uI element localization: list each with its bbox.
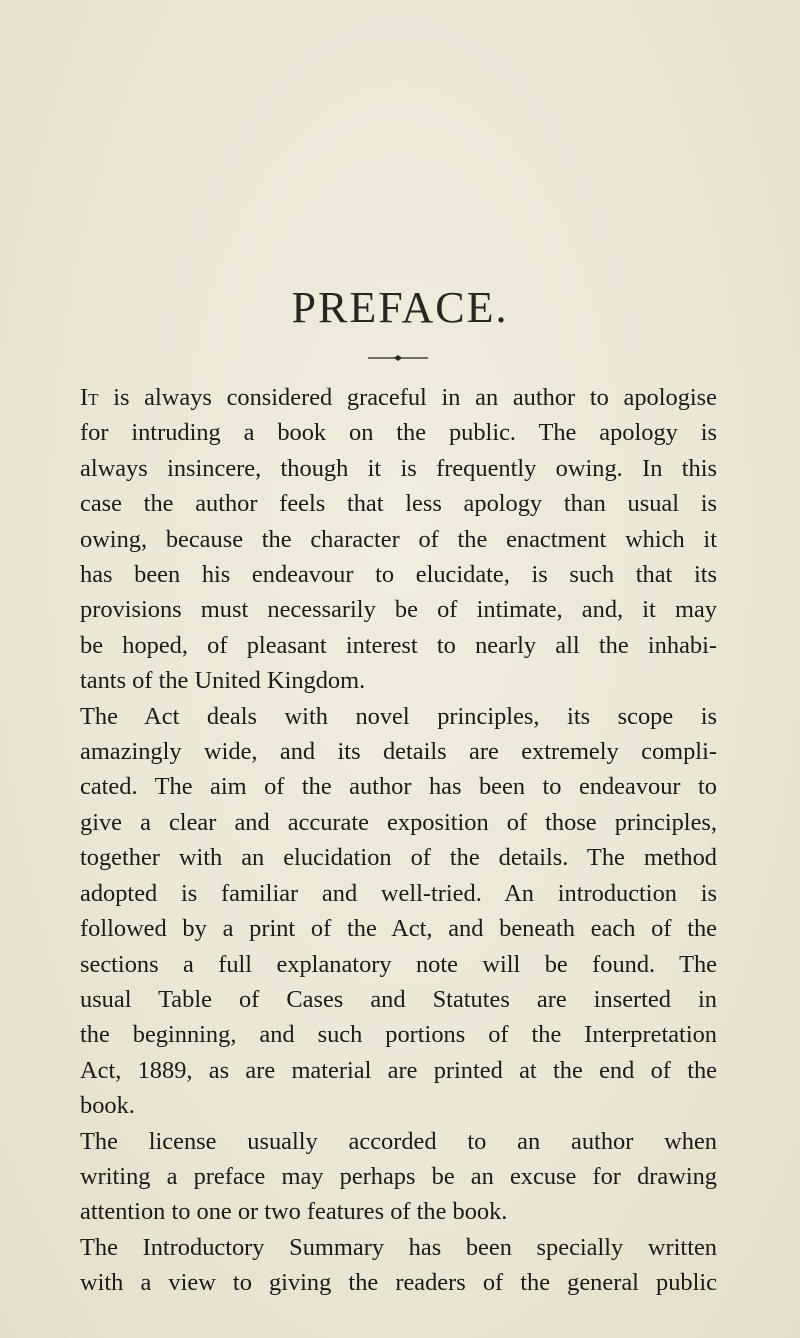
text-line: The license usually accorded to an author when: [80, 1127, 717, 1155]
text-line: give a clear and accurate exposition of those principles,: [80, 808, 717, 836]
text-line: tants of the United Kingdom.: [80, 667, 366, 695]
text-line: owing, because the character of the enactment which it: [80, 525, 717, 553]
preface-body: [80, 380, 717, 1301]
ornamental-rule: [368, 352, 428, 364]
text-line: It is always considered graceful in an author to apologise: [80, 384, 717, 411]
text-line: The Act deals with novel principles, its scope is: [80, 702, 717, 730]
text-line: sections a full explanatory note will be found. The: [80, 950, 717, 978]
paragraph-3: [80, 1124, 717, 1230]
text-line: attention to one or two features of the book.: [80, 1198, 508, 1226]
text-line: always insincere, though it is frequently owing. In this: [80, 454, 717, 482]
text-line: provisions must necessarily be of intimate, and, it may: [80, 596, 717, 624]
paragraph-2: [80, 699, 717, 1124]
text-line: adopted is familiar and well-tried. An introduction is: [80, 879, 717, 907]
text-line: be hoped, of pleasant interest to nearly all the inhabi-: [80, 631, 717, 659]
text-line: the beginning, and such portions of the Interpretation: [80, 1021, 717, 1049]
text-line: usual Table of Cases and Statutes are inserted in: [80, 985, 717, 1013]
text-line: amazingly wide, and its details are extremely compli-: [80, 738, 717, 766]
paragraph-4: [80, 1230, 717, 1301]
text-line: Act, 1889, as are material are printed at the end of the: [80, 1056, 717, 1084]
text-line: The Introductory Summary has been specially written: [80, 1233, 717, 1261]
paragraph-1: [80, 380, 717, 699]
text-line: with a view to giving the readers of the general public: [80, 1269, 717, 1297]
lead-word: It: [80, 384, 99, 411]
text-line: cated. The aim of the author has been to endeavour to: [80, 773, 717, 801]
text-line: for intruding a book on the public. The apology is: [80, 419, 717, 447]
page-title: PREFACE.: [291, 283, 509, 332]
text-line: followed by a print of the Act, and beneath each of the: [80, 915, 717, 943]
text-line: has been his endeavour to elucidate, is such that its: [80, 561, 717, 589]
text-line: together with an elucidation of the details. The method: [80, 844, 717, 872]
text-line: case the author feels that less apology than usual is: [80, 490, 717, 518]
text-line: book.: [80, 1092, 135, 1120]
text-line: writing a preface may perhaps be an excuse for drawing: [80, 1162, 717, 1190]
